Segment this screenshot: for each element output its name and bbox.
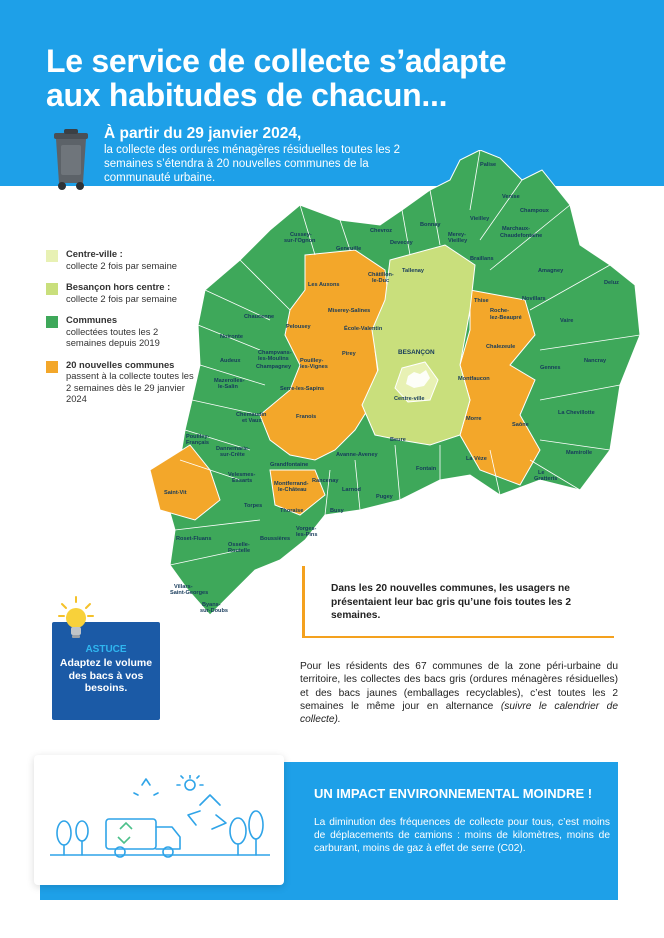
svg-text:Les Auxons: Les Auxons bbox=[308, 282, 340, 288]
legend-swatch bbox=[46, 250, 58, 262]
svg-text:Mamirolle: Mamirolle bbox=[566, 450, 593, 456]
svg-text:Châtillon-: Châtillon- bbox=[368, 272, 394, 278]
svg-text:Centre-ville: Centre-ville bbox=[394, 396, 425, 402]
svg-text:Avanne-Aveney: Avanne-Aveney bbox=[336, 452, 378, 458]
svg-text:Thise: Thise bbox=[474, 298, 489, 304]
legend-text: collecte 2 fois par semaine bbox=[66, 259, 177, 271]
info-box bbox=[302, 566, 614, 638]
svg-text:les-Moulins: les-Moulins bbox=[258, 356, 289, 362]
lightbulb-icon bbox=[58, 596, 94, 642]
tip-box bbox=[52, 622, 160, 720]
svg-text:Nancray: Nancray bbox=[584, 358, 607, 364]
svg-text:Gratteris: Gratteris bbox=[534, 476, 558, 482]
trash-bin-icon bbox=[52, 125, 90, 191]
svg-text:les-Vignes: les-Vignes bbox=[300, 364, 328, 370]
legend-label: Centre-ville : bbox=[66, 248, 123, 259]
svg-text:Pelousey: Pelousey bbox=[286, 324, 311, 330]
svg-text:Dannemarie-: Dannemarie- bbox=[216, 446, 250, 452]
svg-text:les-Pins: les-Pins bbox=[296, 532, 318, 538]
legend-text: collecte 2 fois par semaine bbox=[66, 292, 177, 304]
svg-text:Routelle: Routelle bbox=[228, 548, 251, 554]
environment-illustration bbox=[34, 755, 284, 885]
svg-text:et Vaux: et Vaux bbox=[242, 418, 262, 424]
svg-text:Marchaux-: Marchaux- bbox=[502, 226, 530, 232]
svg-text:BESANÇON: BESANÇON bbox=[398, 349, 435, 356]
svg-text:Velesmes-: Velesmes- bbox=[228, 472, 256, 478]
svg-text:Venise: Venise bbox=[502, 194, 520, 200]
title-line-1: Le service de collecte s’adapte bbox=[46, 43, 507, 79]
info-paragraph-main: Pour les résidents des 67 communes de la zone péri-urbaine du territoire, les collectes des bacs gris (ordures ménagères résiduelles) et des bacs jaunes (emballages recyclables), c’est toutes les 2 semaines le même jour en alternance bbox=[300, 661, 618, 712]
svg-text:Palise: Palise bbox=[480, 162, 497, 168]
svg-text:Chevroz: Chevroz bbox=[370, 228, 393, 234]
svg-text:sur-l'Ognon: sur-l'Ognon bbox=[284, 238, 316, 244]
svg-text:Saint-Vit: Saint-Vit bbox=[164, 490, 187, 496]
tip-text: Adaptez le volume des bacs à vos besoins. bbox=[59, 657, 153, 694]
svg-text:Champoux: Champoux bbox=[520, 208, 549, 214]
svg-text:le-Duc: le-Duc bbox=[372, 278, 390, 284]
svg-text:Vaire: Vaire bbox=[560, 318, 574, 324]
svg-text:Thoraise: Thoraise bbox=[280, 508, 304, 514]
legend-text: passent à la collecte toutes les 2 semaines dès le 29 janvier 2024 bbox=[66, 370, 194, 404]
svg-text:Bonnay: Bonnay bbox=[420, 222, 441, 228]
page-title bbox=[46, 44, 636, 112]
svg-text:Byans-: Byans- bbox=[202, 602, 221, 608]
svg-text:le-Château: le-Château bbox=[278, 487, 307, 493]
svg-text:lez-Beaupré: lez-Beaupré bbox=[490, 315, 522, 321]
svg-text:Roche-: Roche- bbox=[490, 308, 509, 314]
intro-heading: À partir du 29 janvier 2024, bbox=[104, 125, 302, 142]
svg-text:Tallenay: Tallenay bbox=[402, 268, 424, 274]
svg-text:Franois: Franois bbox=[296, 414, 317, 420]
svg-text:sur-Crête: sur-Crête bbox=[220, 452, 245, 458]
svg-text:Amagney: Amagney bbox=[538, 268, 564, 274]
svg-text:Vieilley: Vieilley bbox=[470, 216, 490, 222]
svg-text:Le: Le bbox=[538, 470, 545, 476]
svg-text:Rancenay: Rancenay bbox=[312, 478, 339, 484]
legend-label: Communes bbox=[66, 314, 118, 325]
svg-text:Champvans-: Champvans- bbox=[258, 350, 292, 356]
svg-text:Vieilley: Vieilley bbox=[448, 238, 468, 244]
svg-text:Serre-les-Sapins: Serre-les-Sapins bbox=[280, 386, 325, 392]
svg-text:Morre: Morre bbox=[466, 416, 482, 422]
svg-text:Saint-Georges: Saint-Georges bbox=[170, 590, 209, 596]
legend-swatch bbox=[46, 316, 58, 328]
svg-text:Montfaucon: Montfaucon bbox=[458, 376, 490, 382]
recycling-truck-icon bbox=[50, 775, 270, 867]
legend-text: collectées toutes les 2 semaines depuis 2019 bbox=[66, 325, 160, 348]
environment-text: La diminution des fréquences de collecte pour tous, c’est moins de déplacements de camions : moins de kilomètres, moins de carburant, moins de gaz à effet de serre (C02). bbox=[314, 816, 610, 855]
legend-swatch bbox=[46, 283, 58, 295]
svg-text:Boussières: Boussières bbox=[260, 536, 291, 542]
svg-text:Merey-: Merey- bbox=[448, 232, 467, 238]
map-svg bbox=[140, 150, 645, 625]
environment-heading: UN IMPACT ENVIRONNEMENTAL MOINDRE ! bbox=[314, 786, 593, 801]
svg-text:Grandfontaine: Grandfontaine bbox=[270, 462, 309, 468]
svg-text:Novillars: Novillars bbox=[522, 296, 546, 302]
svg-text:Miserey-Salines: Miserey-Salines bbox=[328, 308, 371, 314]
svg-text:Devecey: Devecey bbox=[390, 240, 413, 246]
svg-text:Osselle-: Osselle- bbox=[228, 542, 250, 548]
svg-text:Beure: Beure bbox=[390, 437, 406, 443]
svg-text:Mazerolles-: Mazerolles- bbox=[214, 378, 245, 384]
svg-text:Villars-: Villars- bbox=[174, 584, 193, 590]
svg-text:Fontain: Fontain bbox=[416, 466, 437, 472]
svg-text:Pouilley-: Pouilley- bbox=[186, 434, 210, 440]
svg-text:Gennes: Gennes bbox=[540, 365, 561, 371]
svg-text:Pirey: Pirey bbox=[342, 351, 356, 357]
environment-text-block bbox=[314, 786, 610, 855]
svg-text:Larnod: Larnod bbox=[342, 487, 361, 493]
svg-text:Cussey-: Cussey- bbox=[290, 232, 312, 238]
info-paragraph-italic: (suivre le calendrier de collecte). bbox=[300, 700, 618, 726]
svg-text:sur-Doubs: sur-Doubs bbox=[200, 608, 228, 614]
svg-text:Chemaudin: Chemaudin bbox=[236, 412, 267, 418]
svg-text:Braillans: Braillans bbox=[470, 256, 494, 262]
svg-text:Audeux: Audeux bbox=[220, 358, 241, 364]
svg-text:Chalezeule: Chalezeule bbox=[486, 344, 516, 350]
svg-text:Deluz: Deluz bbox=[604, 280, 619, 286]
svg-text:Essarts: Essarts bbox=[232, 478, 253, 484]
svg-text:Vorges-: Vorges- bbox=[296, 526, 317, 532]
svg-text:Chaucenne: Chaucenne bbox=[244, 314, 275, 320]
info-box-text: Dans les 20 nouvelles communes, les usagers ne présentaient leur bac gris qu’une fois toutes les 2 semaines. bbox=[331, 583, 572, 621]
svg-text:Torpes: Torpes bbox=[244, 503, 263, 509]
svg-text:le-Salin: le-Salin bbox=[218, 384, 238, 390]
legend-label: Besançon hors centre : bbox=[66, 281, 171, 292]
svg-text:Pugey: Pugey bbox=[376, 494, 393, 500]
svg-text:Geneuille: Geneuille bbox=[336, 246, 362, 252]
svg-text:École-Valentin: École-Valentin bbox=[344, 326, 383, 332]
svg-text:Montferrand-: Montferrand- bbox=[274, 481, 309, 487]
svg-text:Pouilley-: Pouilley- bbox=[300, 358, 324, 364]
info-paragraph bbox=[300, 660, 618, 726]
legend-label: 20 nouvelles communes bbox=[66, 358, 175, 370]
svg-text:La Chevillotte: La Chevillotte bbox=[558, 410, 595, 416]
svg-text:Champagney: Champagney bbox=[256, 364, 292, 370]
legend-swatch bbox=[46, 361, 58, 373]
svg-text:Français: Français bbox=[186, 440, 210, 446]
territory-map bbox=[140, 150, 645, 625]
svg-text:La Vèze: La Vèze bbox=[466, 456, 487, 462]
svg-text:Saône: Saône bbox=[512, 422, 529, 428]
svg-text:Busy: Busy bbox=[330, 508, 344, 514]
tip-heading: ASTUCE bbox=[85, 644, 127, 655]
svg-text:Roset-Fluans: Roset-Fluans bbox=[176, 536, 212, 542]
svg-text:Noironte: Noironte bbox=[220, 334, 243, 340]
svg-text:Chaudefontaine: Chaudefontaine bbox=[500, 233, 543, 239]
title-line-2: aux habitudes de chacun... bbox=[46, 77, 448, 113]
intro-text: la collecte des ordures ménagères résiduelles toutes les 2 semaines s’étendra à 20 nouvelles communes de la communauté urbaine. bbox=[104, 144, 400, 184]
